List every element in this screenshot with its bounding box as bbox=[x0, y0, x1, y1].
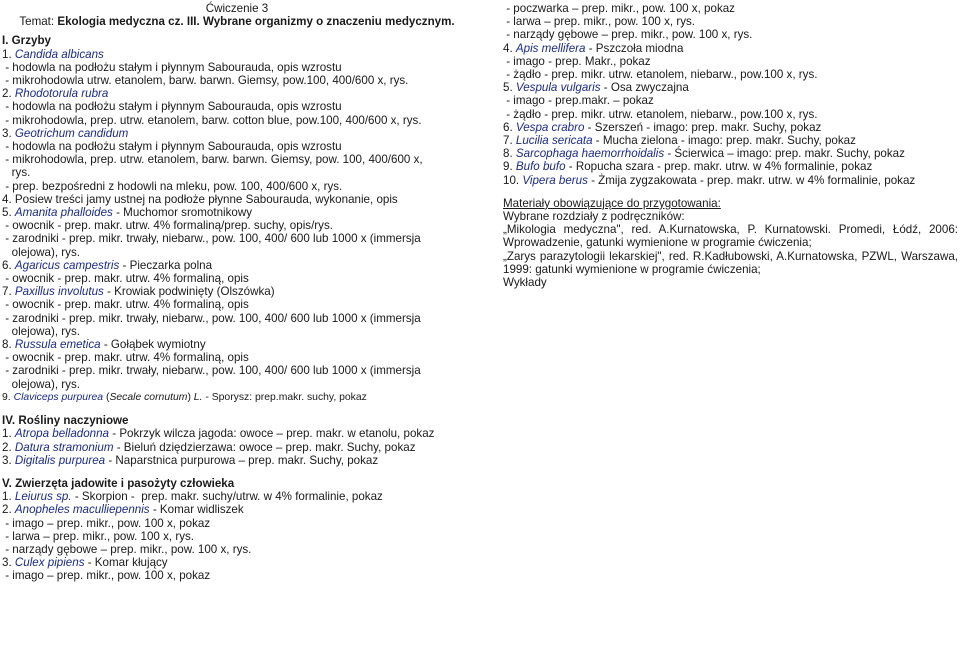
list-subitem: - zarodniki - prep. mikr. trwały, niebarw., pow. 100, 400/ 600 lub 1000 x (immersja bbox=[2, 311, 421, 325]
species-name: Agaricus campestris bbox=[14, 258, 120, 272]
list-subitem: - mikrohodowla utrw. etanolem, barw. barwn. Giemsy, pow.100, 400/600 x, rys. bbox=[2, 74, 409, 88]
materials-subtitle: Wybrane rozdziały z podręczników: bbox=[503, 210, 685, 224]
reference-lectures: Wykłady bbox=[503, 276, 547, 290]
list-subitem: olejowa), rys. bbox=[2, 245, 80, 259]
list-item: 4. Posiew treści jamy ustnej na podłoże płynne Sabourauda, wykonanie, opis bbox=[2, 192, 398, 206]
species-name: Anopheles maculliepennis bbox=[14, 503, 150, 517]
species-name: Rhodotorula rubra bbox=[14, 87, 109, 101]
species-name: Lucilia sericata bbox=[515, 134, 593, 148]
species-name: Claviceps purpurea bbox=[13, 391, 104, 403]
list-item: 8. Sarcophaga haemorrhoidalis - Ścierwica – imago: prep. makr. Suchy, pokaz bbox=[503, 147, 905, 161]
species-name: Geotrichum candidum bbox=[14, 126, 129, 140]
species-name: Secale cornutum bbox=[109, 391, 188, 403]
list-subitem: - hodowla na podłożu stałym i płynnym Sabourauda, opis wzrostu bbox=[2, 60, 342, 74]
reference-mikologia: „Mikologia medyczna", red. A.Kurnatowska, P. Kurnatowski. Promedi, Łódź, 2006: Wprowadzenie, gatunki wymienione w programie ćwiczenia; bbox=[503, 223, 958, 250]
species-name: Atropa belladonna bbox=[14, 427, 110, 441]
list-subitem: - imago - prep.makr. – pokaz bbox=[503, 94, 654, 108]
list-item: 1. Leiurus sp. - Skorpion - prep. makr. suchy/utrw. w 4% formalinie, pokaz bbox=[2, 490, 383, 504]
list-item: 7. Paxillus involutus - Krowiak podwinięty (Olszówka) bbox=[2, 285, 275, 299]
list-item: 5. Amanita phalloides - Muchomor sromotnikowy bbox=[2, 206, 253, 220]
list-subitem: - imago – prep. mikr., pow. 100 x, pokaz bbox=[2, 516, 211, 530]
list-subitem: - mikrohodowla, prep. utrw. etanolem, barw. cotton blue, pow.100, 400/600 x, rys. bbox=[2, 113, 422, 127]
list-item: 3. Digitalis purpurea - Naparstnica purpurowa – prep. makr. Suchy, pokaz bbox=[2, 453, 379, 467]
list-subitem: rys. bbox=[2, 166, 31, 180]
list-subitem: - żądło - prep. mikr. utrw. etanolem, niebarw., pow.100 x, rys. bbox=[503, 68, 818, 82]
section-fungi-title: I. Grzyby bbox=[2, 34, 51, 48]
list-item: 5. Vespula vulgaris - Osa zwyczajna bbox=[503, 81, 689, 95]
list-subitem: - narządy gębowe – prep. mikr., pow. 100 x, rys. bbox=[503, 28, 753, 42]
list-item: 2. Datura stramonium - Bieluń dziędzierzawa: owoce – prep. makr. Suchy, pokaz bbox=[2, 440, 416, 454]
list-subitem: - owocnik - prep. makr. utrw. 4% formaliną/prep. suchy, opis/rys. bbox=[2, 219, 333, 233]
list-subitem: - prep. bezpośredni z hodowli na mleku, pow. 100, 400/600 x, rys. bbox=[2, 179, 343, 193]
list-item: 4. Apis mellifera - Pszczoła miodna bbox=[503, 41, 684, 55]
list-subitem: - hodowla na podłożu stałym i płynnym Sabourauda, opis wzrostu bbox=[2, 100, 342, 114]
list-item: 3. Culex pipiens - Komar kłujący bbox=[2, 556, 168, 570]
section-plants-title: IV. Rośliny naczyniowe bbox=[2, 414, 129, 428]
list-subitem: - imago – prep. mikr., pow. 100 x, pokaz bbox=[2, 569, 211, 583]
section-animals-title: V. Zwierzęta jadowite i pasożyty człowieka bbox=[2, 476, 235, 490]
species-name: Candida albicans bbox=[14, 47, 104, 61]
species-name: Vespula vulgaris bbox=[515, 81, 601, 95]
reference-parazytologia: „Zarys parazytologii lekarskiej", red. R.Kadłubowski, A.Kurnatowska, PZWL, Warszawa, 1999: gatunki wymienione w programie ćwiczenia; bbox=[503, 249, 958, 276]
species-name: Bufo bufo bbox=[515, 160, 566, 174]
right-column bbox=[503, 2, 958, 289]
list-subitem: olejowa), rys. bbox=[2, 324, 80, 338]
list-item: 10. Vipera berus - Żmija zygzakowata - prep. makr. utrw. w 4% formalinie, pokaz bbox=[503, 173, 916, 187]
list-item: 1. Candida albicans bbox=[2, 47, 104, 61]
list-item: 9. Claviceps purpurea (Secale cornutum) L. - Sporysz: prep.makr. suchy, pokaz bbox=[2, 391, 367, 403]
list-subitem: - zarodniki - prep. mikr. trwały, niebarw., pow. 100, 400/ 600 lub 1000 x (immersja bbox=[2, 364, 421, 378]
list-subitem: - larwa – prep. mikr., pow. 100 x, rys. bbox=[2, 529, 195, 543]
list-subitem: - narządy gębowe – prep. mikr., pow. 100 x, rys. bbox=[2, 542, 252, 556]
species-name: Paxillus involutus bbox=[14, 285, 104, 299]
list-item: 1. Atropa belladonna - Pokrzyk wilcza jagoda: owoce – prep. makr. w etanolu, pokaz bbox=[2, 427, 435, 441]
species-name: Apis mellifera bbox=[515, 41, 586, 55]
species-name: Amanita phalloides bbox=[14, 206, 113, 220]
left-column bbox=[2, 2, 472, 583]
list-subitem: - hodowla na podłożu stałym i płynnym Sabourauda, opis wzrostu bbox=[2, 140, 342, 154]
list-item: 6. Vespa crabro - Szerszeń - imago: prep. makr. Suchy, pokaz bbox=[503, 120, 822, 134]
list-subitem: - owocnik - prep. makr. utrw. 4% formaliną, opis bbox=[2, 272, 249, 286]
exercise-title: Ćwiczenie 3 bbox=[205, 2, 269, 15]
species-name: Datura stramonium bbox=[14, 440, 114, 454]
list-item: 7. Lucilia sericata - Mucha zielona - imago: prep. makr. Suchy, pokaz bbox=[503, 134, 856, 148]
topic-prefix: Temat: bbox=[19, 15, 58, 29]
list-item: 2. Anopheles maculliepennis - Komar widliszek bbox=[2, 503, 244, 517]
list-subitem: - zarodniki - prep. mikr. trwały, niebarw., pow. 100, 400/ 600 lub 1000 x (immersja bbox=[2, 232, 421, 246]
list-subitem: - owocnik - prep. makr. utrw. 4% formaliną, opis bbox=[2, 298, 249, 312]
species-name: Leiurus sp. bbox=[14, 490, 72, 504]
species-name: Vespa crabro bbox=[515, 120, 585, 134]
list-subitem: - larwa – prep. mikr., pow. 100 x, rys. bbox=[503, 15, 696, 29]
list-subitem: olejowa), rys. bbox=[2, 377, 80, 391]
species-name: Vipera berus bbox=[522, 173, 588, 187]
list-item: 3. Geotrichum candidum bbox=[2, 126, 129, 140]
species-name: Sarcophaga haemorrhoidalis bbox=[515, 147, 665, 161]
list-subitem: - owocnik - prep. makr. utrw. 4% formaliną, opis bbox=[2, 351, 249, 365]
topic-heading bbox=[2, 15, 472, 28]
species-author: L. bbox=[193, 391, 203, 403]
species-name: Culex pipiens bbox=[14, 556, 85, 570]
species-name: Russula emetica bbox=[14, 338, 101, 352]
species-name: Digitalis purpurea bbox=[14, 453, 106, 467]
list-item: 8. Russula emetica - Gołąbek wymiotny bbox=[2, 338, 206, 352]
list-subitem: - imago - prep. Makr., pokaz bbox=[503, 54, 651, 68]
list-item: 2. Rhodotorula rubra bbox=[2, 87, 109, 101]
topic-text: Ekologia medyczna cz. III. Wybrane organizmy o znaczeniu medycznym. bbox=[57, 15, 455, 29]
list-item: 9. Bufo bufo - Ropucha szara - prep. makr. utrw. w 4% formalinie, pokaz bbox=[503, 160, 873, 174]
list-subitem: - poczwarka – prep. mikr., pow. 100 x, pokaz bbox=[503, 2, 735, 15]
list-subitem: - mikrohodowla, prep. utrw. etanolem, barw. barwn. Giemsy, pow. 100, 400/600 x, bbox=[2, 153, 423, 167]
materials-title: Materiały obowiązujące do przygotowania: bbox=[503, 196, 721, 210]
list-subitem: - żądło - prep. mikr. utrw. etanolem, niebarw., pow.100 x, rys. bbox=[503, 107, 818, 121]
list-item: 6. Agaricus campestris - Pieczarka polna bbox=[2, 258, 213, 272]
